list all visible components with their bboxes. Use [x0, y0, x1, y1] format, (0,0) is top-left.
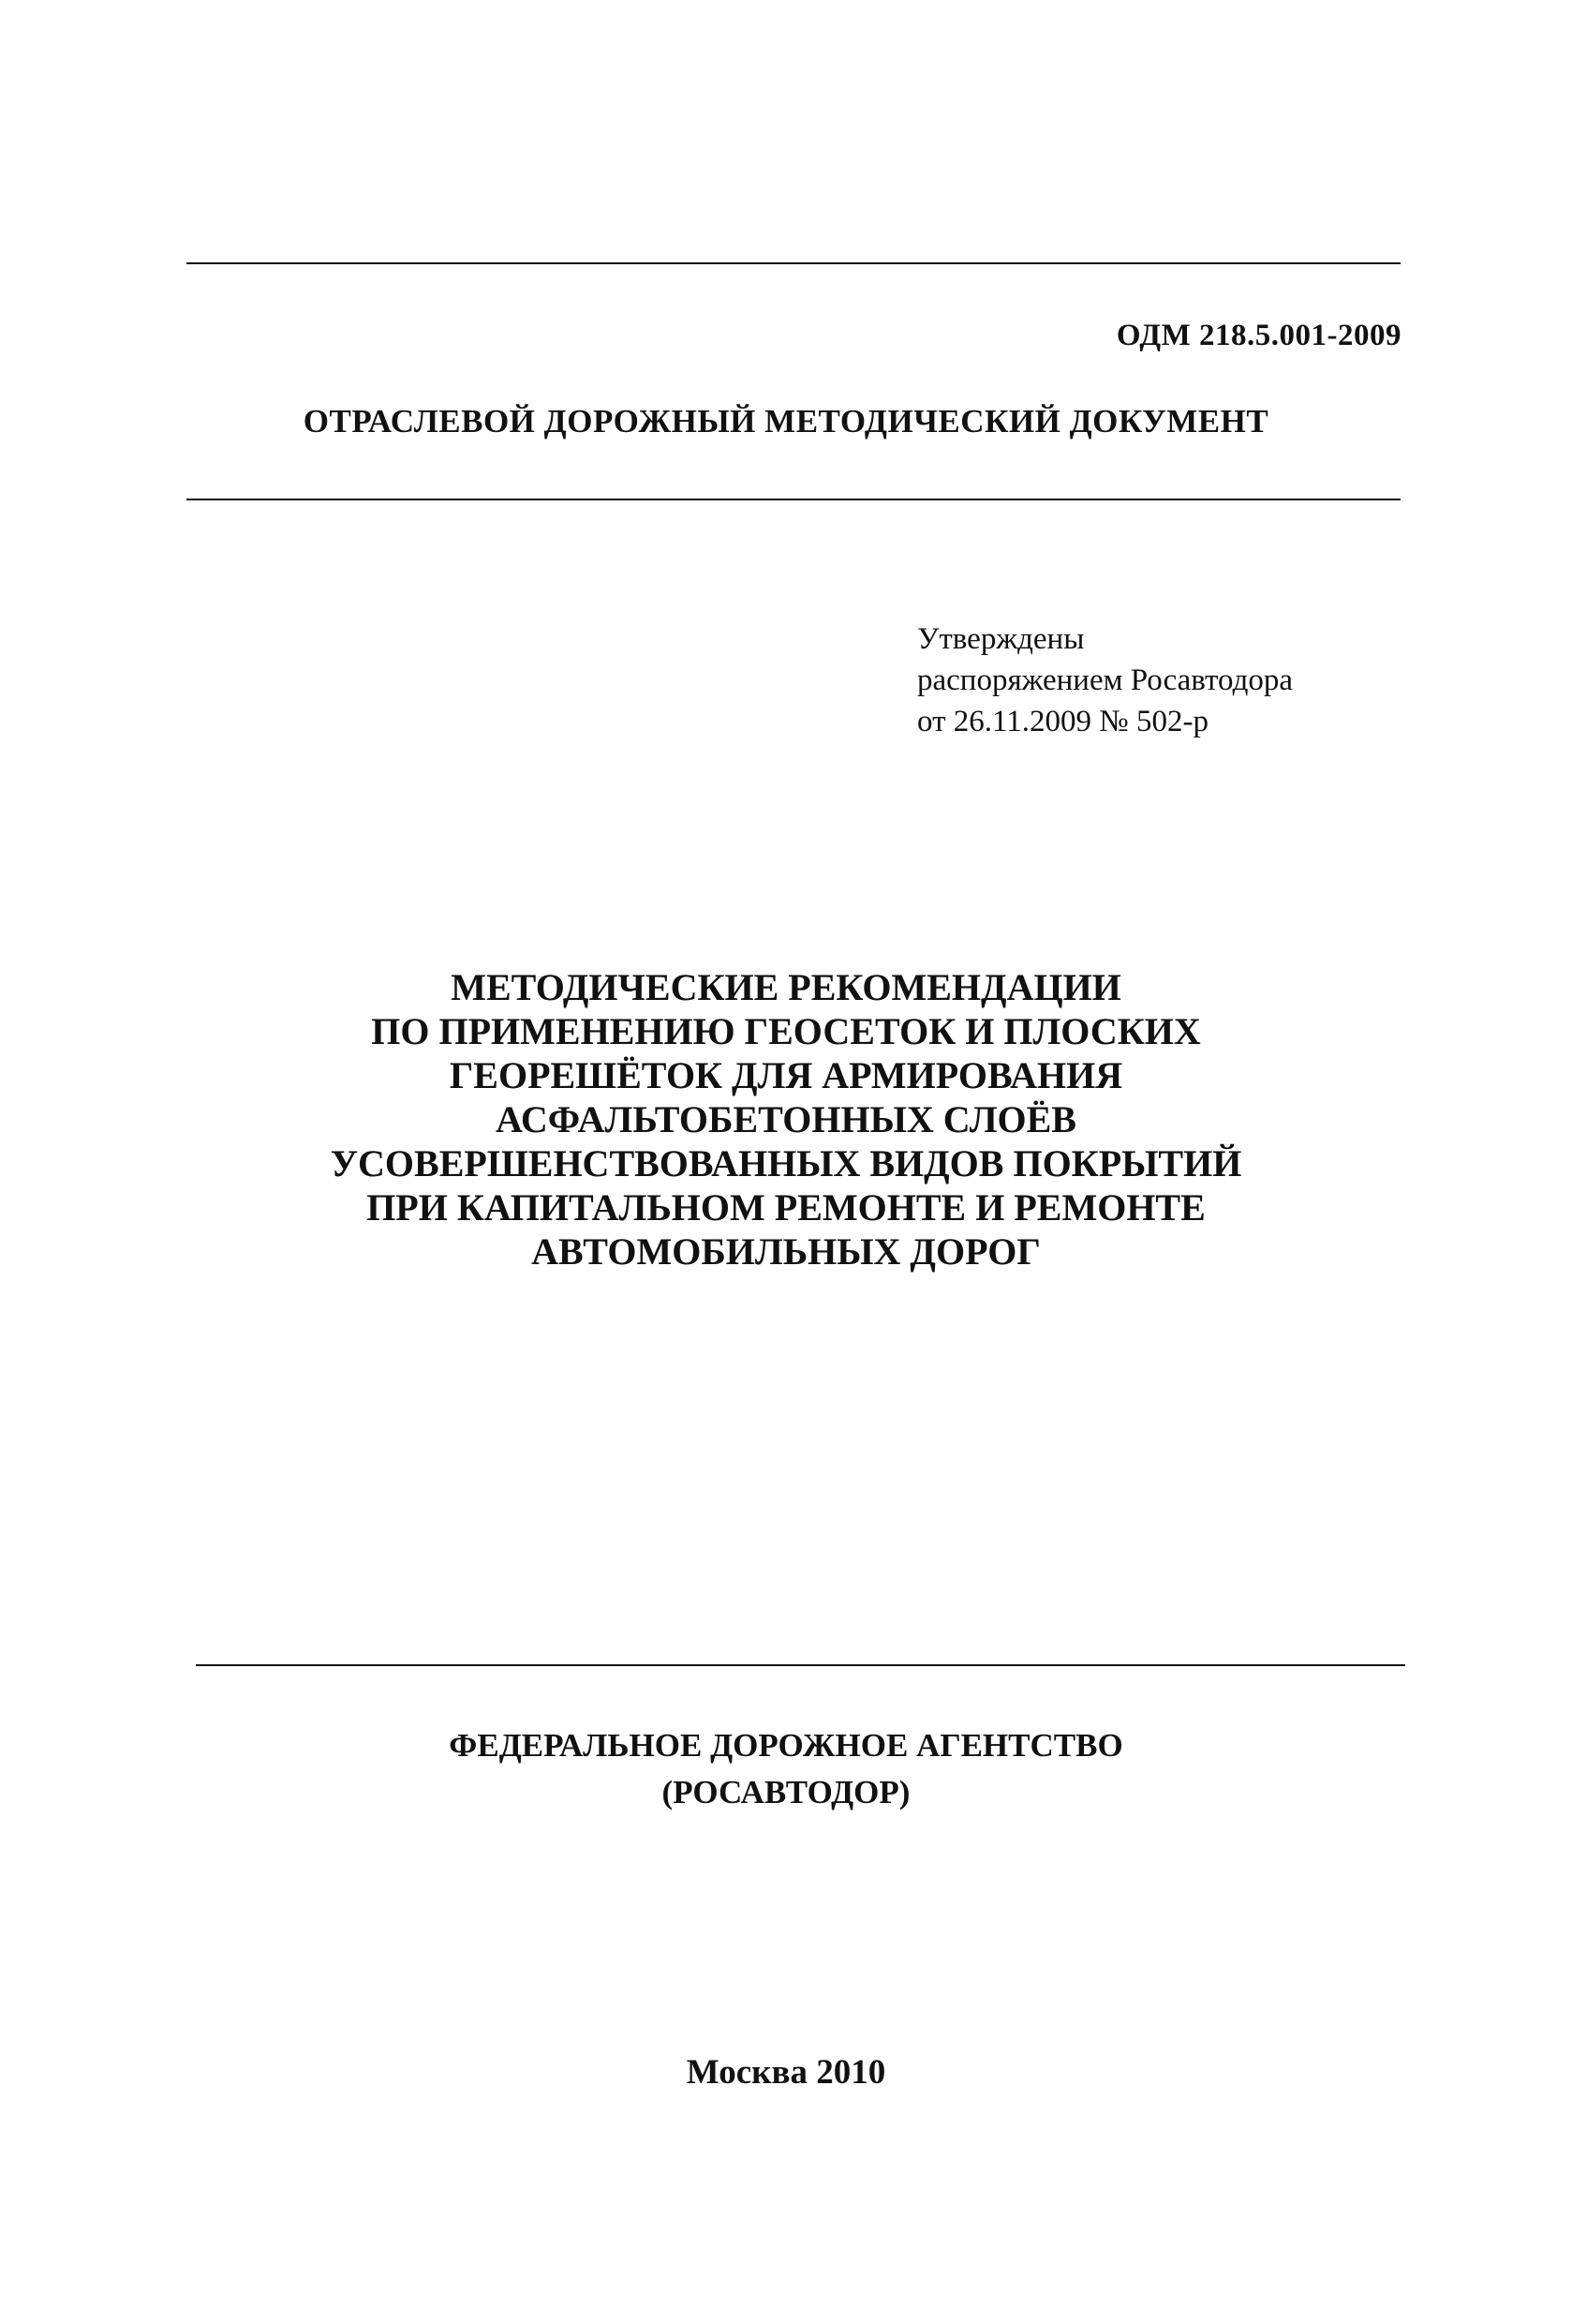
approval-block — [917, 618, 1293, 742]
title-line: УСОВЕРШЕНСТВОВАННЫХ ВИДОВ ПОКРЫТИЙ — [330, 1142, 1242, 1184]
top-divider-line — [186, 262, 1401, 264]
title-line: ГЕОРЕШЁТОК ДЛЯ АРМИРОВАНИЯ — [449, 1054, 1123, 1096]
document-type-heading: ОТРАСЛЕВОЙ ДОРОЖНЫЙ МЕТОДИЧЕСКИЙ ДОКУМЕНТ — [303, 403, 1269, 439]
agency-divider-line — [196, 1664, 1405, 1666]
header-divider-line — [186, 499, 1401, 500]
approval-line: от 26.11.2009 № 502-р — [917, 705, 1209, 738]
place-and-year: Москва 2010 — [686, 2053, 886, 2092]
approval-line: Утверждены — [917, 622, 1085, 656]
title-line: ПО ПРИМЕНЕНИЮ ГЕОСЕТОК И ПЛОСКИХ — [371, 1010, 1201, 1052]
title-line: АСФАЛЬТОБЕТОННЫХ СЛОЁВ — [496, 1098, 1076, 1140]
title-line: ПРИ КАПИТАЛЬНОМ РЕМОНТЕ И РЕМОНТЕ — [366, 1186, 1206, 1229]
agency-block — [0, 1722, 1572, 1816]
document-title — [0, 965, 1572, 1274]
approval-line: распоряжением Росавтодора — [917, 663, 1294, 697]
agency-name: ФЕДЕРАЛЬНОЕ ДОРОЖНОЕ АГЕНТСТВО — [449, 1727, 1123, 1764]
title-line: МЕТОДИЧЕСКИЕ РЕКОМЕНДАЦИИ — [451, 966, 1121, 1008]
document-code: ОДМ 218.5.001-2009 — [1116, 319, 1401, 352]
agency-abbreviation: (РОСАВТОДОР) — [661, 1774, 911, 1810]
title-line: АВТОМОБИЛЬНЫХ ДОРОГ — [531, 1230, 1041, 1273]
